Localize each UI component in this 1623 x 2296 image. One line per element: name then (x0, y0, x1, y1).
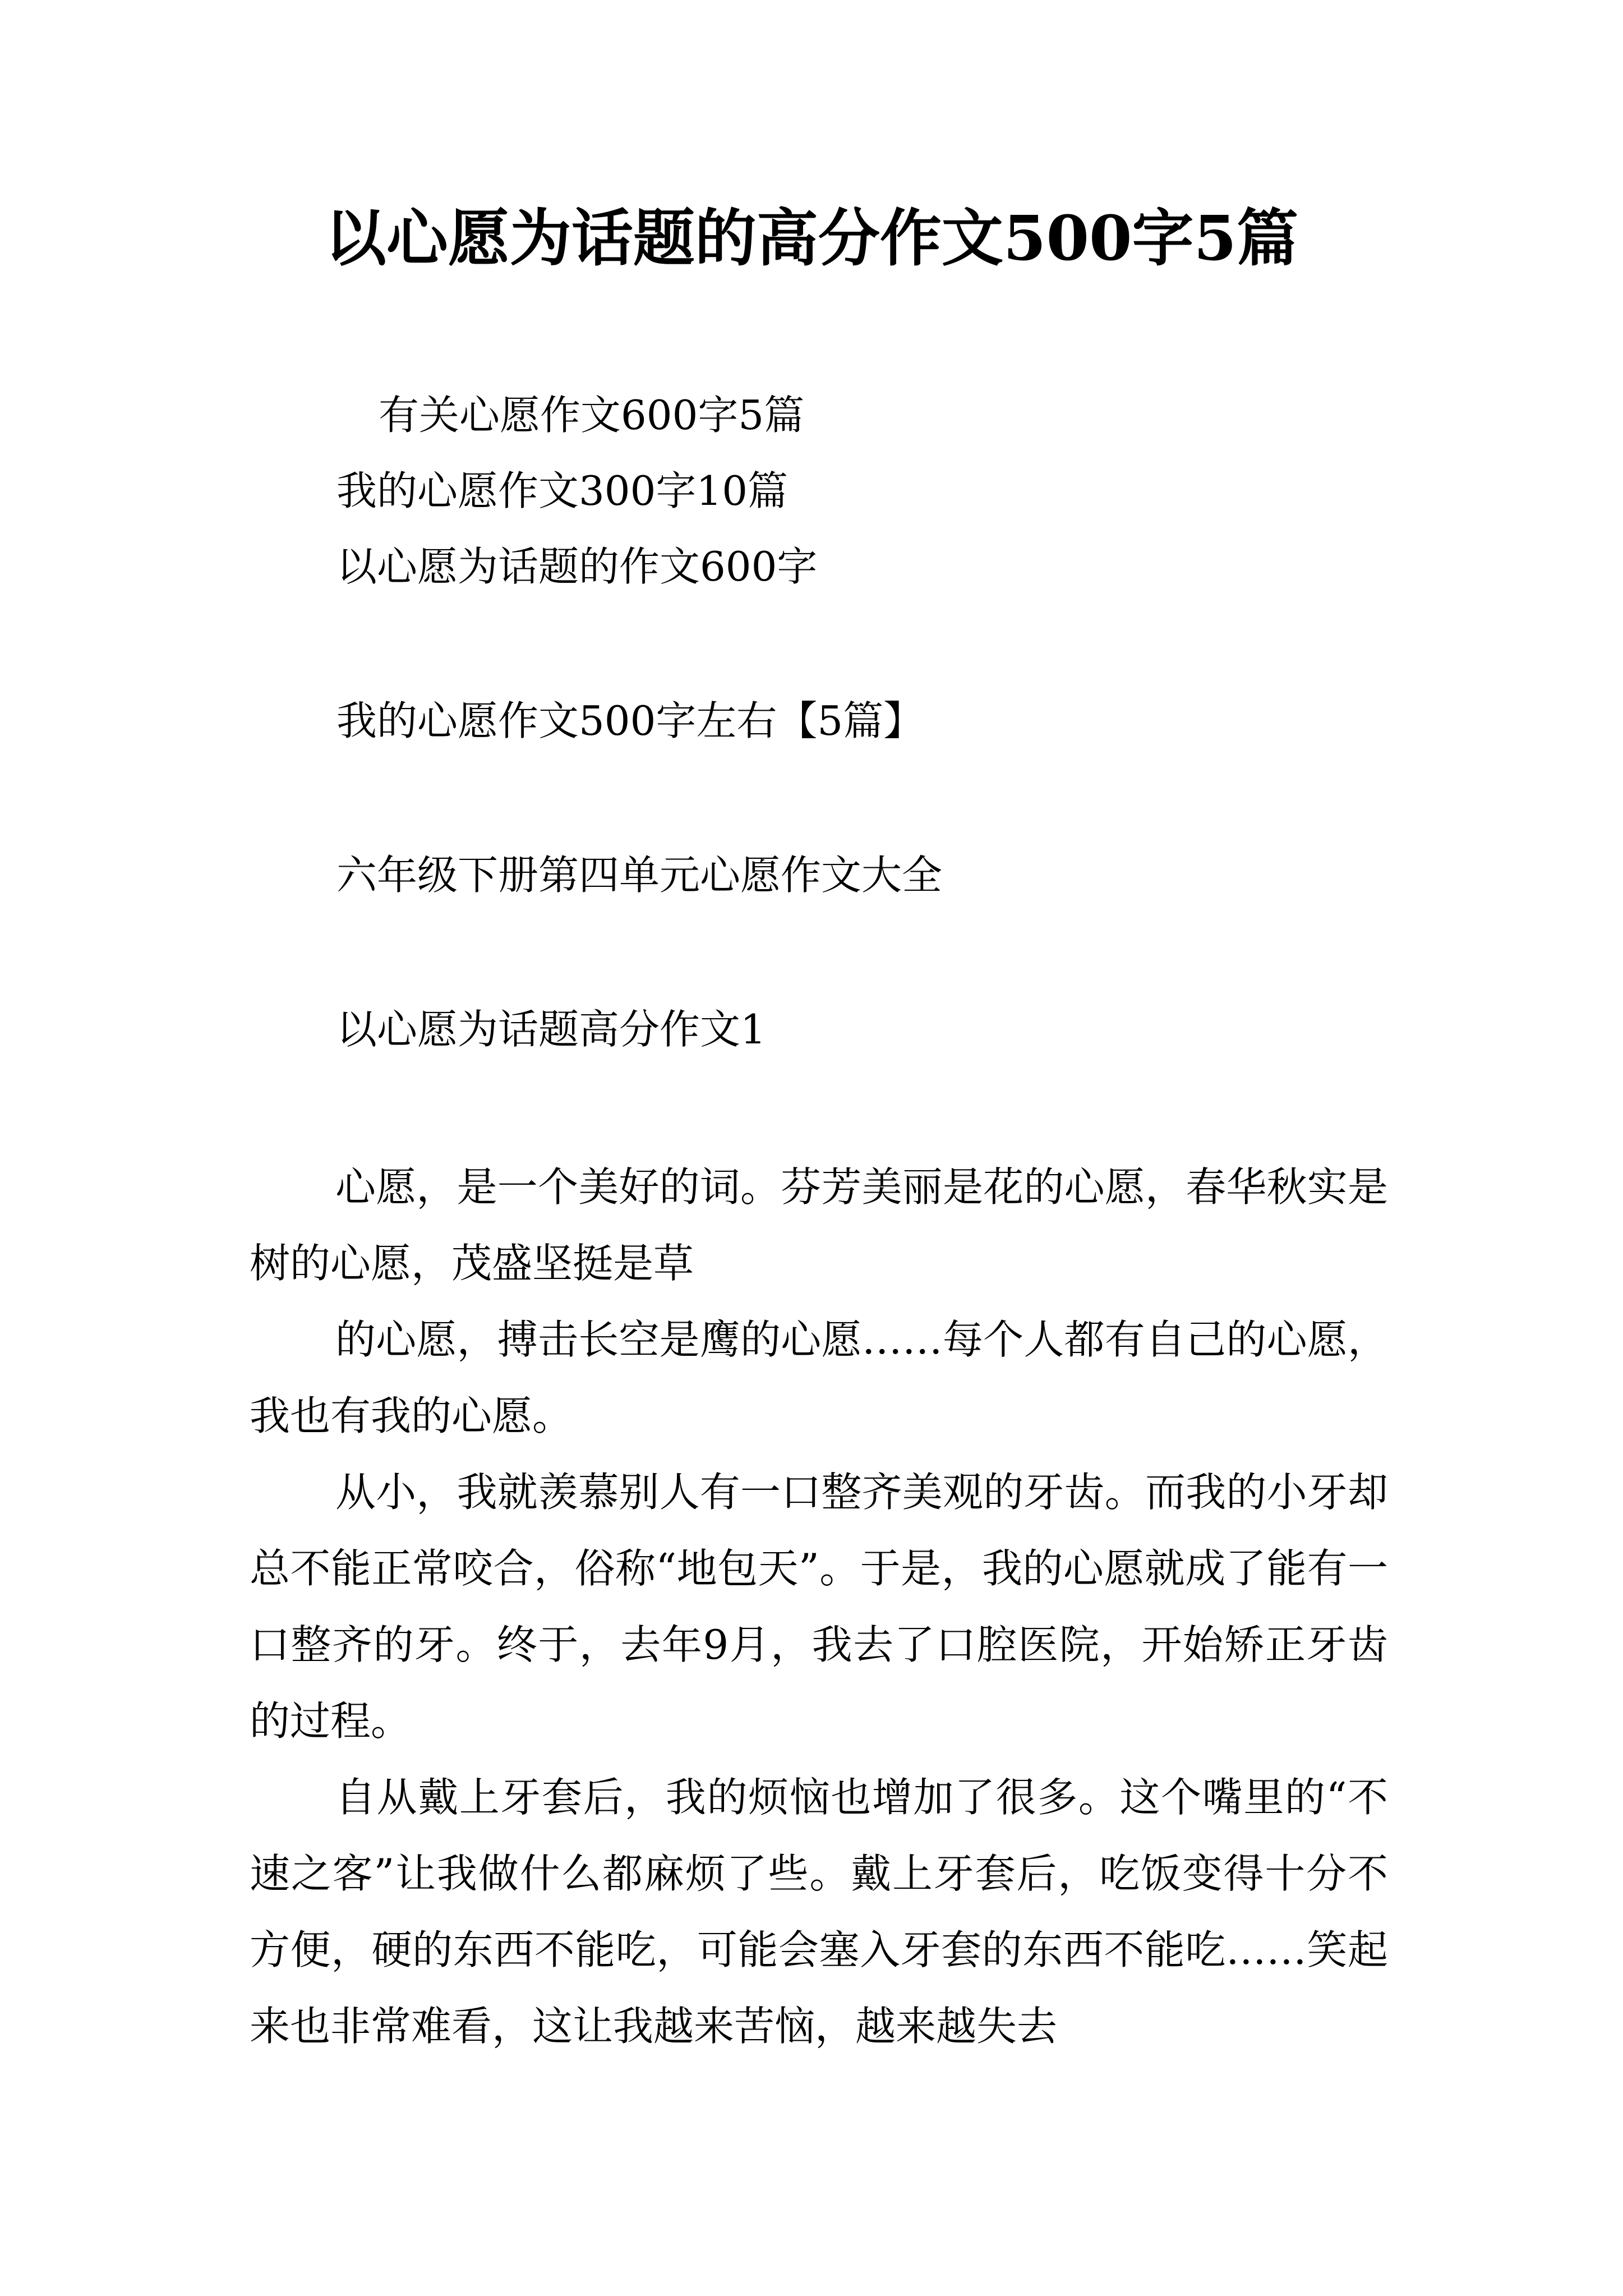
related-link-2[interactable]: 我的心愿作文300字10篇 (336, 467, 789, 514)
related-link-4[interactable]: 我的心愿作文500字左右【5篇】 (336, 697, 924, 744)
document-title: 以心愿为话题的高分作文500字5篇 (324, 202, 1299, 274)
paragraph: 的心愿，搏击长空是鹰的心愿……每个人都有自己的心愿，我也有我的心愿。 (250, 1316, 1388, 1439)
related-link-5[interactable]: 六年级下册第四单元心愿作文大全 (336, 852, 943, 899)
paragraph: 心愿，是一个美好的词。芬芳美丽是花的心愿，春华秋实是树的心愿，茂盛坚挺是草 (250, 1163, 1388, 1287)
paragraph: 从小，我就羡慕别人有一口整齐美观的牙齿。而我的小牙却总不能正常咬合，俗称“地包天”。于是，我的心愿就成了能有一口整齐的牙。终于，去年9月，我去了口腔医院，开始矫正牙齿的过程。 (250, 1469, 1388, 1745)
related-link-3[interactable]: 以心愿为话题的作文600字 (336, 543, 818, 590)
section-heading: 以心愿为话题高分作文1 (336, 1006, 766, 1053)
related-link-1[interactable]: 有关心愿作文600字5篇 (379, 392, 805, 439)
essay-body (250, 1149, 1388, 2064)
paragraph: 自从戴上牙套后，我的烦恼也增加了很多。这个嘴里的“不速之客”让我做什么都麻烦了些。戴上牙套后，吃饭变得十分不方便，硬的东西不能吃，可能会塞入牙套的东西不能吃……笑起来也非常难看，这让我越来苦恼，越来越失去 (250, 1774, 1388, 2050)
